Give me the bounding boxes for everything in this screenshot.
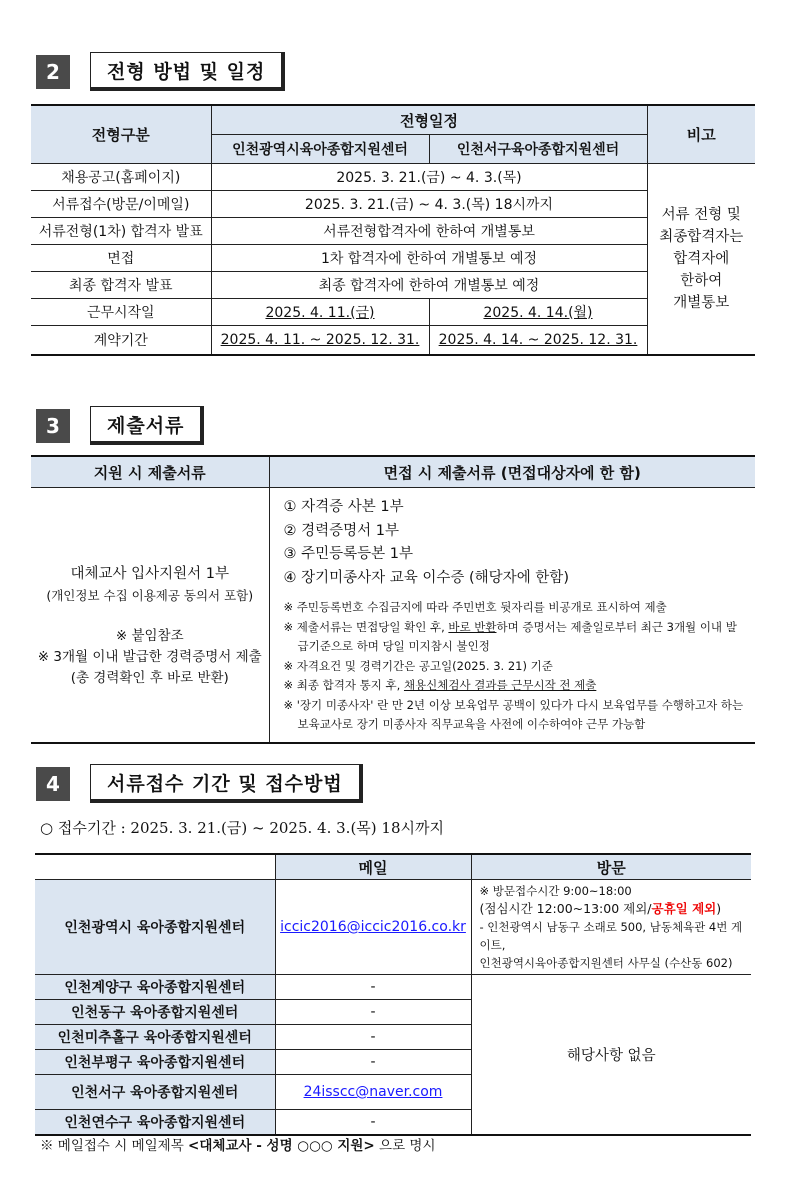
- row-label: 채용공고(홈페이지): [31, 164, 211, 191]
- center-mail: -: [275, 1000, 471, 1025]
- header-mail: 메일: [275, 854, 471, 880]
- apply-sub: (개인정보 수집 이용제공 동의서 포함): [46, 587, 254, 603]
- section-number: 4: [36, 767, 70, 801]
- header-center: [35, 854, 275, 880]
- center-name: 인천미추홀구 육아종합지원센터: [35, 1025, 275, 1050]
- center-mail: -: [275, 975, 471, 1000]
- email-link[interactable]: iccic2016@iccic2016.co.kr: [280, 919, 466, 935]
- center-mail: -: [275, 1050, 471, 1075]
- doc-note: ※ 주민등록번호 수집금지에 따라 주민번호 뒷자리를 비공개로 표시하여 제출: [283, 600, 667, 614]
- doc-note: ※ 제출서류는 면접당일 확인 후, 바로 반환하며 증명서는 제출일로부터 최근 3개월 이내 발급기준으로 하며 당일 미지참시 불인정: [283, 619, 737, 653]
- submission-period: ○ 접수기간 : 2025. 3. 21.(금) ~ 2025. 4. 3.(목) 18시까지: [40, 819, 444, 837]
- row-label: 최종 합격자 발표: [31, 272, 211, 299]
- center-mail: [275, 1075, 471, 1110]
- section-4-header: [36, 764, 363, 803]
- visit-address: - 인천광역시 남동구 소래로 500, 남동체육관 4번 게이트,: [479, 920, 743, 952]
- section-title: 서류접수 기간 및 접수방법: [90, 764, 363, 803]
- header-center1: 인천광역시육아종합지원센터: [211, 135, 429, 164]
- visit-lunch: (점심시간 12:00~13:00 제외/공휴일 제외): [479, 901, 722, 916]
- table-row: [31, 272, 755, 299]
- row-label: 계약기간: [31, 326, 211, 356]
- row-value: 2025. 3. 21.(금) ~ 4. 3.(목) 18시까지: [211, 191, 647, 218]
- center-name: 인천부평구 육아종합지원센터: [35, 1050, 275, 1075]
- apply-main: 대체교사 입사지원서 1부: [70, 565, 229, 582]
- table-row: [31, 218, 755, 245]
- table-row: [35, 975, 751, 1000]
- contract-center2: 2025. 4. 14. ~ 2025. 12. 31.: [429, 326, 647, 356]
- start-date-center1: 2025. 4. 11.(금): [211, 299, 429, 326]
- note-line: 최종합격자는: [659, 229, 744, 245]
- row-label: 근무시작일: [31, 299, 211, 326]
- table-row: [31, 299, 755, 326]
- center-name: 인천연수구 육아종합지원센터: [35, 1110, 275, 1136]
- center-mail: -: [275, 1110, 471, 1136]
- center-name: 인천서구 육아종합지원센터: [35, 1075, 275, 1110]
- note-line: 한하여: [680, 273, 723, 289]
- section-number: 2: [36, 55, 70, 89]
- doc-item: ③ 주민등록등본 1부: [283, 546, 413, 562]
- note-line: 개별통보: [673, 295, 730, 311]
- visit-address: 인천광역시육아종합지원센터 사무실 (수산동 602): [479, 956, 733, 970]
- submission-table: [35, 853, 751, 1136]
- row-value: 서류전형합격자에 한하여 개별통보: [211, 218, 647, 245]
- center-name: 인천광역시 육아종합지원센터: [35, 880, 275, 975]
- header-apply: 지원 시 제출서류: [31, 456, 269, 488]
- mail-subject-note: ※ 메일접수 시 메일제목 <대체교사 - 성명 ○○○ 지원> 으로 명시: [40, 1138, 436, 1154]
- header-category: 전형구분: [31, 105, 211, 164]
- note-line: 합격자에: [673, 251, 730, 267]
- header-schedule: 전형일정: [211, 105, 647, 135]
- apply-cert-sub: (총 경력확인 후 바로 반환): [70, 669, 229, 686]
- visit-none: 해당사항 없음: [471, 975, 751, 1136]
- apply-ref: ※ 붙임참조: [115, 627, 184, 644]
- doc-note: ※ '장기 미종사자' 란 만 2년 이상 보육업무 공백이 있다가 다시 보육업무를 수행하고자 하는 보육교사로 장기 미종사자 직무교육을 사전에 이수하여야 근무 가능함: [283, 697, 744, 731]
- row-label: 서류접수(방문/이메일): [31, 191, 211, 218]
- table-row: [31, 164, 755, 191]
- note-cell: [647, 164, 755, 356]
- section-title: 전형 방법 및 일정: [90, 52, 285, 91]
- doc-note: ※ 최종 합격자 통지 후, 채용신체검사 결과를 근무시작 전 제출: [283, 678, 597, 692]
- header-visit: 방문: [471, 854, 751, 880]
- mail-subject-format: <대체교사 - 성명 ○○○ 지원>: [188, 1138, 375, 1154]
- visit-info: [471, 880, 751, 975]
- doc-item: ① 자격증 사본 1부: [283, 499, 404, 515]
- start-date-center2: 2025. 4. 14.(월): [429, 299, 647, 326]
- section-title: 제출서류: [90, 406, 204, 445]
- schedule-table: [31, 104, 755, 356]
- apply-docs-cell: [31, 488, 269, 744]
- row-label: 서류전형(1차) 합격자 발표: [31, 218, 211, 245]
- section-number: 3: [36, 409, 70, 443]
- section-3-header: [36, 406, 204, 445]
- center-mail: -: [275, 1025, 471, 1050]
- center-name: 인천동구 육아종합지원센터: [35, 1000, 275, 1025]
- interview-docs-cell: [269, 488, 755, 744]
- row-label: 면접: [31, 245, 211, 272]
- apply-cert: ※ 3개월 이내 발급한 경력증명서 제출: [37, 648, 262, 665]
- row-value: 최종 합격자에 한하여 개별통보 예정: [211, 272, 647, 299]
- header-center2: 인천서구육아종합지원센터: [429, 135, 647, 164]
- row-value: 1차 합격자에 한하여 개별통보 예정: [211, 245, 647, 272]
- table-row: [31, 326, 755, 356]
- header-interview: 면접 시 제출서류 (면접대상자에 한 함): [269, 456, 755, 488]
- section-2-header: [36, 52, 285, 91]
- documents-table: [31, 455, 755, 744]
- row-value: 2025. 3. 21.(금) ~ 4. 3.(목): [211, 164, 647, 191]
- table-row: [31, 191, 755, 218]
- doc-note: ※ 자격요건 및 경력기간은 공고일(2025. 3. 21) 기준: [283, 658, 553, 673]
- header-note: 비고: [647, 105, 755, 164]
- doc-item: ④ 장기미종사자 교육 이수증 (해당자에 한함): [283, 569, 569, 586]
- center-mail: [275, 880, 471, 975]
- visit-time: ※ 방문접수시간 9:00~18:00: [479, 884, 632, 898]
- table-row: [31, 245, 755, 272]
- note-line: 서류 전형 및: [661, 207, 741, 223]
- center-name: 인천계양구 육아종합지원센터: [35, 975, 275, 1000]
- table-row: [35, 880, 751, 975]
- contract-center1: 2025. 4. 11. ~ 2025. 12. 31.: [211, 326, 429, 356]
- email-link[interactable]: 24isscc@naver.com: [303, 1084, 443, 1100]
- doc-item: ② 경력증명서 1부: [283, 522, 399, 539]
